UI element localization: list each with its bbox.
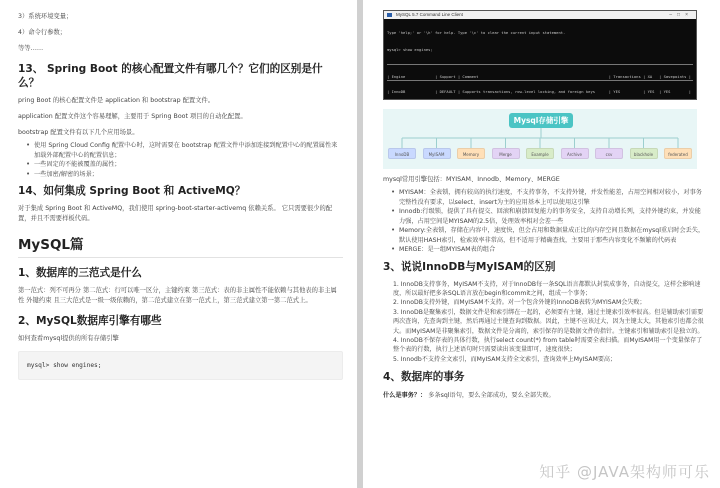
q1-paragraph: 第一范式：列不可再分 第二范式：行可以唯一区分，主键约束 第三范式：表的非主属性不能依赖与其他表的非主属性 外键约束 且三大范式是一级一级依赖的，第二范式建立在第一范式上，第三范式建立第一第二范式上。 bbox=[18, 287, 337, 304]
q4-paragraph bbox=[383, 390, 706, 399]
diagram-leaf-node: blackhole bbox=[630, 148, 658, 159]
bullet-item: • 一些加密/解密的场景； bbox=[34, 170, 343, 180]
numbered-item: 5. Innodb不支持全文索引，而MyISAM支持全文索引，查询效率上MyISAM要高； bbox=[393, 355, 617, 363]
storage-engine-diagram bbox=[383, 109, 697, 169]
intro-line: 4）命令行参数； bbox=[18, 29, 67, 36]
numbered-item: 4. InnoDB不保存表的具体行数，执行select count(*) from table时需要全表扫描。而MyISAM用一个变量保存了整个表的行数，执行上述语句时只需要读出该变量即可，速度很快； bbox=[393, 336, 703, 354]
q4-heading: 4、数据库的事务 bbox=[383, 371, 465, 384]
diagram-leaf-node: Merge bbox=[492, 148, 520, 159]
engines-table-header: | Engine | Support | Comment | Transactions | XA | Savepoints | bbox=[387, 73, 692, 79]
numbered-item: 3. InnoDB是聚集索引，数据文件是和索引绑在一起的，必须要有主键，通过主键索引效率很高。但是辅助索引需要两次查询，先查询到主键，然后再通过主键查询到数据。因此，主键不应该过大，因为主键太大，其他索引也都会很大。而MyISAM是非聚集索引，数据文件是分离的，索引保存的是数据文件的指针。主键索引和辅助索引是独立的。 bbox=[393, 308, 704, 335]
window-controls-icon: –□× bbox=[669, 12, 693, 18]
engines-table bbox=[387, 64, 693, 100]
section-divider bbox=[18, 257, 343, 258]
numbered-item: 2. InnoDB支持外键，而MyISAM不支持。对一个包含外键的InnoDB表转为MYISAM会失败； bbox=[393, 299, 646, 307]
q2-paragraph: 如何查看mysql提供的所有存储引擎 bbox=[18, 335, 119, 342]
diagram-leaf-node: csv bbox=[595, 148, 623, 159]
bullet-item: • Memory:全表锁，存储在内容中，速度快，但会占用和数据量成正比的内存空间且数据在mysql重启时会丢失，默认使用HASH索引，检索效率非常高，但不适用于精确查找，主要用于那些内容变化不频繁的代码表 bbox=[399, 226, 706, 245]
diagram-leaf-node: Example bbox=[526, 148, 554, 159]
mysql-app-icon bbox=[387, 13, 392, 17]
q3-heading: 3、说说InnoDB与MyISAM的区别 bbox=[383, 260, 556, 273]
q13-bullet-list bbox=[18, 141, 343, 179]
intro-line: 3）系统环境变量； bbox=[18, 13, 73, 20]
diagram-leaf-node: federated bbox=[664, 148, 692, 159]
intro-line: 等等…… bbox=[18, 45, 44, 52]
right-page bbox=[363, 0, 720, 488]
q14-heading: 14、如何集成 Spring Boot 和 ActiveMQ？ bbox=[18, 185, 246, 197]
q14-paragraph: 对于集成 Spring Boot 和 ActiveMQ，我们使用 spring-boot-starter-activemq 依赖关系。 它只需要很少的配置，并且不需要样板代码。 bbox=[18, 205, 333, 222]
diagram-root-node: Mysql存储引擎 bbox=[509, 113, 573, 128]
q1-heading: 1、数据库的三范式是什么 bbox=[18, 267, 142, 279]
q13-paragraph: application 配置文件这个容易理解，主要用于 Spring Boot 项目的自动化配置。 bbox=[18, 113, 247, 120]
terminal-title: MySQL 5.7 Command Line Client bbox=[396, 12, 463, 17]
bullet-item: • Innodb:行级锁，提供了具有提交、回滚和崩溃回复能力的事务安全，支持自动增长列，支持外键约束，并发能力强，占用空间是MYISAM的2.5倍，处理效率相对会差一些 bbox=[399, 207, 706, 226]
q13-paragraph: pring Boot 的核心配置文件是 application 和 bootstrap 配置文件。 bbox=[18, 97, 215, 104]
watermark: 知乎 @JAVA架构师可乐 bbox=[539, 463, 710, 481]
terminal-help-line: Type 'help;' or '\h' for help. Type '\c' to clear the current input statement. bbox=[387, 29, 566, 35]
bullet-item: • 使用 Spring Cloud Config 配置中心时，这时需要在 bootstrap 配置文件中添加连接到配置中心的配置属性来加载外部配置中心的配置信息； bbox=[34, 141, 343, 160]
engines-intro: mysql常用引擎包括：MYISAM、Innodb、Memory、MERGE bbox=[383, 176, 560, 183]
left-page bbox=[0, 0, 357, 488]
engines-bullet-list bbox=[383, 188, 706, 255]
mysql-section-title: MySQL篇 bbox=[18, 237, 84, 253]
q2-heading: 2、MySQL数据库引擎有哪些 bbox=[18, 315, 162, 327]
q4-label: 什么是事务？： bbox=[383, 392, 427, 400]
terminal-screenshot bbox=[383, 10, 697, 100]
bullet-item: • 一些固定的不能被覆盖的属性； bbox=[34, 160, 343, 170]
q13-heading: 13、 Spring Boot 的核心配置文件有哪几个？它们的区别是什么？ bbox=[18, 63, 323, 89]
q13-paragraph: bootstrap 配置文件有以下几个应用场景。 bbox=[18, 129, 139, 136]
diagram-leaf-node: Memory bbox=[457, 148, 485, 159]
engines-table-row: | InnoDB | DEFAULT | Supports transactions, row-level locking, and foreign keys | YES | YES | YES | bbox=[387, 89, 692, 95]
bullet-item: • MYISAM：全表锁，拥有较高的执行速度，不支持事务，不支持外键，并发性能差，占用空间相对较小，对事务完整性没有要求，以select、insert为主的应用基本上可以使用这引擎 bbox=[399, 188, 706, 207]
bullet-item: • MERGE：是一组MYISAM表的组合 bbox=[399, 245, 706, 255]
terminal-titlebar bbox=[384, 11, 696, 19]
q4-text: 多条sql语句，要么全部成功，要么全部失败。 bbox=[428, 392, 555, 400]
diagram-leaf-node: MyISAM bbox=[423, 148, 451, 159]
terminal-body bbox=[384, 19, 696, 100]
numbered-item: 1. InnoDB支持事务，MyISAM不支持，对于InnoDB每一条SQL语言都默认封装成事务，自动提交，这样会影响速度，所以最好把多条SQL语言放在begin和commit之间，组成一个事务； bbox=[393, 280, 701, 297]
diagram-leaf-node: InnoDB bbox=[388, 148, 416, 159]
diagram-leaf-node: Archive bbox=[561, 148, 589, 159]
q3-numbered-list bbox=[383, 280, 706, 365]
code-block: mysql> show engines; bbox=[18, 351, 343, 380]
terminal-command: mysql> show engines; bbox=[387, 46, 433, 52]
